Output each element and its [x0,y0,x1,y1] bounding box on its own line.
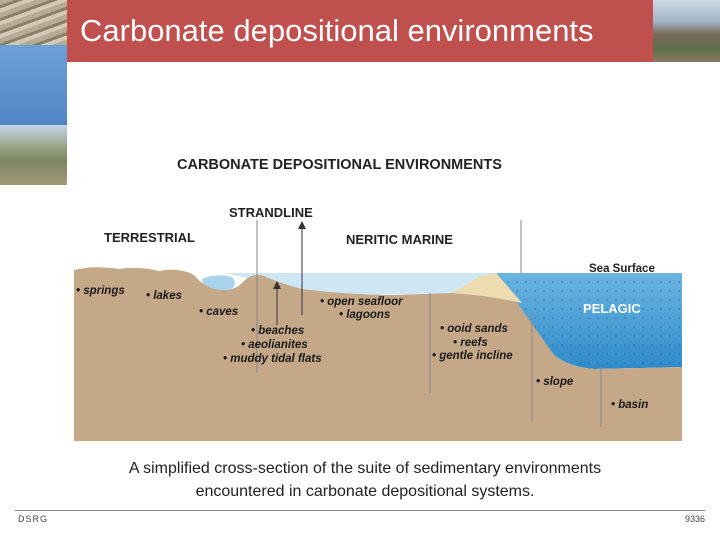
caption-line-1: A simplified cross-section of the suite of sedimentary environments [128,460,602,477]
env-ooid-sands-label: • ooid sands [440,323,508,335]
carbonate-cross-section-diagram [74,145,682,441]
rock-texture-photo [0,0,67,45]
env-slope-label: • slope [536,376,574,388]
coastal-rock-photo [653,0,720,62]
blue-sky-photo [0,45,67,125]
env-gentle-incline-label: • gentle incline [432,350,513,362]
caption-line-2: encountered in carbonate depositional systems. [195,483,535,500]
env-caves-label: • caves [199,306,239,318]
env-beaches-label: • beaches [251,325,305,337]
footer-slide-number: 9336 [684,514,705,524]
env-springs-label: • springs [76,285,125,297]
left-photo-strip [0,0,67,185]
env-lagoons-label: • lagoons [339,309,391,321]
env-aeolianites-label: • aeolianites [241,339,308,351]
env-muddy-tidal-flats-label: • muddy tidal flats [223,353,322,365]
env-reefs-label: • reefs [453,337,488,349]
slide-title: Carbonate depositional environments [80,13,594,48]
sea-surface-label: Sea Surface [589,263,655,275]
env-open-seafloor-label: • open seafloor [320,296,403,308]
footer-organization: DSRG [18,514,49,524]
diagram-heading: CARBONATE DEPOSITIONAL ENVIRONMENTS [177,157,502,173]
figure-caption [80,457,650,503]
env-lakes-label: • lakes [146,290,182,302]
neritic-marine-label: NERITIC MARINE [346,232,453,247]
terrestrial-label: TERRESTRIAL [104,230,195,245]
footer-divider [15,510,705,511]
pelagic-label: PELAGIC [583,301,641,316]
env-basin-label: • basin [611,399,649,411]
strandline-label: STRANDLINE [229,205,313,220]
valley-landscape-photo [0,125,67,185]
